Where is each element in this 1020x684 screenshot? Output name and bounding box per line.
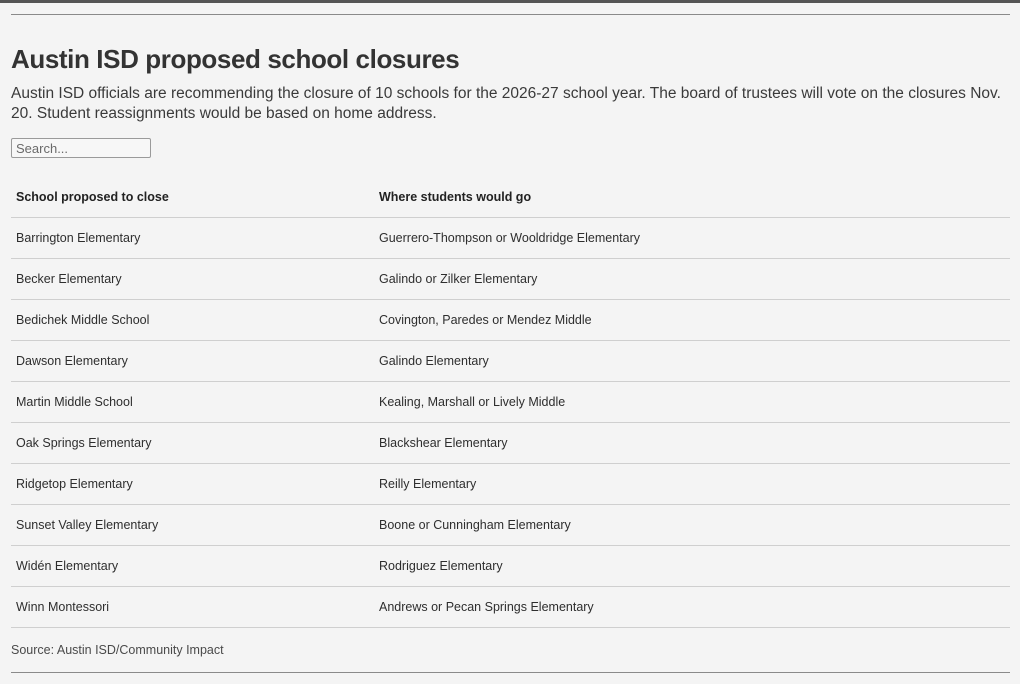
page-description: Austin ISD officials are recommending the closure of 10 schools for the 2026-27 school year. The board of trustees will vote on the closures Nov. 20. Student reassignments would be based on home address.: [11, 85, 1001, 122]
closures-table: [11, 177, 1010, 628]
cell-school: Dawson Elementary: [11, 341, 374, 382]
cell-school: Sunset Valley Elementary: [11, 505, 374, 546]
cell-school: Ridgetop Elementary: [11, 464, 374, 505]
closures-table-container: [11, 177, 1010, 628]
cell-destination: Guerrero-Thompson or Wooldridge Elementary: [374, 218, 1010, 259]
cell-destination: Blackshear Elementary: [374, 423, 1010, 464]
cell-destination: Galindo or Zilker Elementary: [374, 259, 1010, 300]
table-row: [11, 300, 1010, 341]
cell-destination: Andrews or Pecan Springs Elementary: [374, 587, 1010, 628]
source-note: Source: Austin ISD/Community Impact: [11, 643, 224, 657]
table-row: [11, 382, 1010, 423]
table-row: [11, 341, 1010, 382]
cell-destination: Covington, Paredes or Mendez Middle: [374, 300, 1010, 341]
column-header-destination[interactable]: Where students would go: [374, 177, 1010, 218]
cell-school: Becker Elementary: [11, 259, 374, 300]
cell-destination: Boone or Cunningham Elementary: [374, 505, 1010, 546]
cell-destination: Reilly Elementary: [374, 464, 1010, 505]
cell-destination: Rodriguez Elementary: [374, 546, 1010, 587]
table-row: [11, 587, 1010, 628]
top-divider: [11, 14, 1010, 15]
table-row: [11, 505, 1010, 546]
table-row: [11, 464, 1010, 505]
top-border: [0, 0, 1020, 3]
table-row: [11, 546, 1010, 587]
page-title: Austin ISD proposed school closures: [11, 44, 460, 74]
table-row: [11, 259, 1010, 300]
cell-school: Oak Springs Elementary: [11, 423, 374, 464]
table-row: [11, 423, 1010, 464]
cell-school: Bedichek Middle School: [11, 300, 374, 341]
column-header-school[interactable]: School proposed to close: [11, 177, 374, 218]
cell-school: Widén Elementary: [11, 546, 374, 587]
cell-school: Barrington Elementary: [11, 218, 374, 259]
search-input[interactable]: [11, 138, 151, 158]
cell-school: Martin Middle School: [11, 382, 374, 423]
table-header-row: [11, 177, 1010, 218]
cell-destination: Galindo Elementary: [374, 341, 1010, 382]
bottom-divider: [11, 672, 1010, 673]
cell-school: Winn Montessori: [11, 587, 374, 628]
table-row: [11, 218, 1010, 259]
cell-destination: Kealing, Marshall or Lively Middle: [374, 382, 1010, 423]
